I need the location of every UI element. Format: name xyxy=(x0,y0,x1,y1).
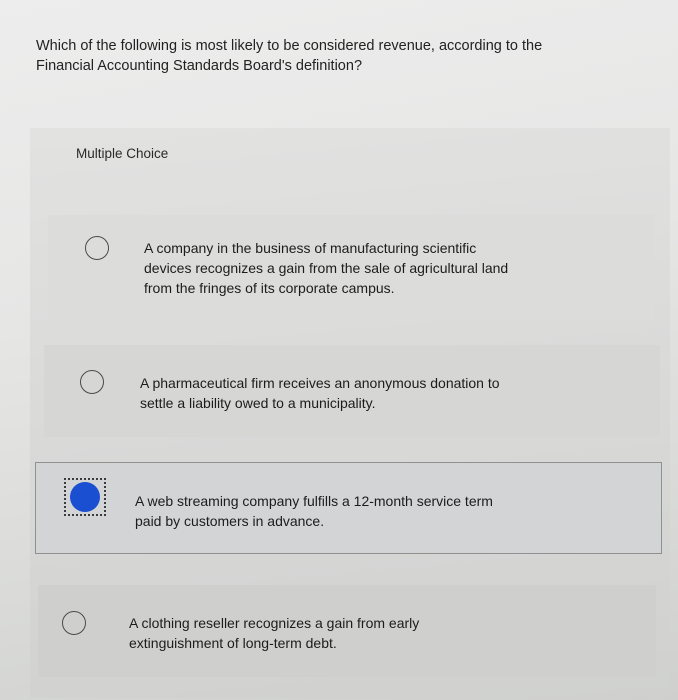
option-b-text[interactable] xyxy=(140,373,500,413)
option-b-line-1: A pharmaceutical firm receives an anonymous donation to xyxy=(140,375,500,391)
question-line-2: Financial Accounting Standards Board's definition? xyxy=(36,58,363,74)
option-d-line-1: A clothing reseller recognizes a gain from early xyxy=(129,615,420,631)
option-b-line-2: settle a liability owed to a municipality. xyxy=(140,395,376,411)
option-d-line-2: extinguishment of long-term debt. xyxy=(129,635,337,651)
option-b-radio[interactable] xyxy=(80,370,104,394)
multiple-choice-label: Multiple Choice xyxy=(76,146,169,161)
question-line-1: Which of the following is most likely to be considered revenue, according to the xyxy=(36,38,543,54)
option-c-radio-selected[interactable] xyxy=(70,482,100,512)
question-text xyxy=(36,36,646,76)
option-d-radio[interactable] xyxy=(62,611,86,635)
option-a-radio[interactable] xyxy=(85,236,109,260)
option-c-line-2: paid by customers in advance. xyxy=(135,513,325,529)
option-a-text[interactable] xyxy=(144,238,508,298)
option-c-text[interactable] xyxy=(135,491,493,531)
option-a-line-3: from the fringes of its corporate campus. xyxy=(144,280,395,296)
option-c-line-1: A web streaming company fulfills a 12-month service term xyxy=(135,493,493,509)
option-a-line-1: A company in the business of manufacturing scientific xyxy=(144,240,477,256)
option-d-text[interactable] xyxy=(129,613,419,653)
option-a-line-2: devices recognizes a gain from the sale of agricultural land xyxy=(144,260,509,276)
